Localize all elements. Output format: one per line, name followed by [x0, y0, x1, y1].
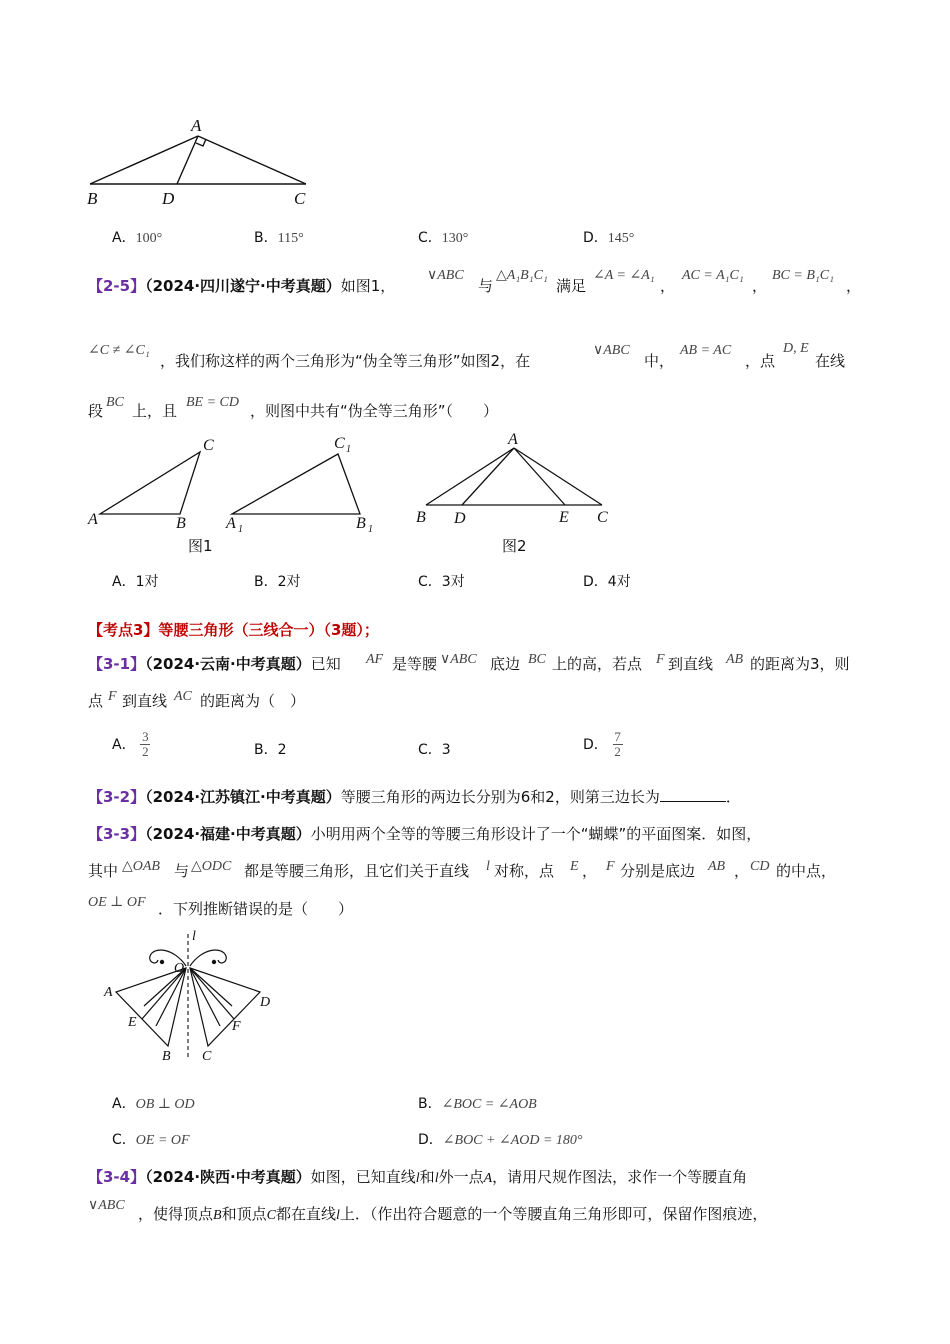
q33-text-8: ， [734, 862, 750, 880]
q33-text-10: ．下列推断错误的是（ ） [158, 900, 354, 918]
question-tag: 【2-5】 [88, 277, 146, 295]
question-tag: 【3-3】 [88, 825, 146, 843]
label-a: A [191, 116, 202, 135]
q25-text-3: ，则图中共有“伪全等三角形”（ ） [250, 402, 499, 420]
fig1-caption: 图1 [188, 537, 213, 555]
fig2-label-e: E [559, 509, 569, 526]
q25-comma-3: ， [846, 277, 862, 295]
q33-text-6: ， [582, 862, 598, 880]
question-source: （2024·云南·中考真题） [145, 655, 311, 673]
q31-text-6: 的距离为3，则 [750, 655, 850, 673]
q25-option-a[interactable]: A．1对 [112, 574, 159, 590]
q31-option-c[interactable]: C．3 [418, 742, 451, 758]
q25-text-shang: 上，且 [132, 402, 178, 420]
math-ac-q31: AC [174, 689, 192, 704]
math-angle-eq: ∠A = ∠A₁ [593, 268, 655, 283]
fig1-sub-c1: 1 [346, 444, 351, 455]
label-d: D [162, 189, 175, 208]
fig2-label-b: B [416, 509, 426, 526]
figures-q25 [80, 430, 640, 560]
q33-text-9: 的中点， [776, 862, 837, 880]
q31-text-5: 到直线 [668, 655, 714, 673]
q25-text-zaixian: 在线 [815, 352, 846, 370]
q32-line: 【3-2】（2024·江苏镇江·中考真题）等腰三角形的两边长分别为6和2，则第三边长为 ． [88, 788, 741, 806]
math-f: F [656, 652, 665, 667]
question-source: （2024·陕西·中考真题） [145, 1168, 311, 1186]
math-f-q33: F [606, 859, 615, 874]
q25-comma-1: ， [660, 277, 676, 295]
figure-butterfly [96, 926, 286, 1062]
right-angle-mark [196, 139, 206, 146]
q31-text-8: 到直线 [122, 692, 168, 710]
fig1-label-c: C [203, 437, 214, 454]
fig1-label-b: B [176, 515, 186, 532]
label-e-fig: E [128, 1015, 137, 1030]
section-3-title: 【考点3】等腰三角形（三线合一）（3题）； [88, 621, 379, 639]
fig1-sub-b1: 1 [368, 524, 373, 535]
question-source: （2024·四川遂宁·中考真题） [145, 277, 341, 295]
q31-text-3: 底边 [490, 655, 521, 673]
math-bc-eq: BC = B₁C₁ [772, 268, 834, 283]
antenna-dot-right [212, 960, 216, 964]
label-l: l [192, 929, 196, 944]
prev-option-b[interactable]: B．115° [254, 230, 304, 246]
math-ab-q31: AB [726, 652, 744, 667]
fig1-label-b1: B [356, 515, 366, 532]
q33-text-5: 对称，点 [494, 862, 555, 880]
fig1-triangle-a1b1c1 [232, 454, 360, 514]
fig2-label-c: C [597, 509, 608, 526]
q33-text-3: 与 [174, 862, 190, 880]
segment-ba [90, 136, 198, 184]
question-tag: 【3-1】 [88, 655, 146, 673]
prev-option-d[interactable]: D．145° [583, 230, 635, 246]
q25-text-yu: 与 [478, 277, 494, 295]
label-f-fig: F [232, 1019, 241, 1034]
question-tag: 【3-4】 [88, 1168, 146, 1186]
segment-ac [198, 136, 306, 184]
q31-text-7: 点 [88, 692, 104, 710]
q25-text-duan: 段 [88, 402, 104, 420]
fig2-caption: 图2 [502, 537, 527, 555]
math-e: E [570, 859, 579, 874]
q31-line1: 【3-1】（2024·云南·中考真题）已知 [88, 655, 341, 673]
math-l: l [486, 859, 490, 874]
fraction-3-2: $\frac{3}{2}$ [142, 729, 149, 759]
q33-option-b[interactable]: B．∠BOC = ∠AOB [418, 1096, 537, 1112]
q33-text-4: 都是等腰三角形，且它们关于直线 [244, 862, 470, 880]
label-o: O [174, 961, 185, 976]
math-tri-abc-q34: ∨ABC [88, 1198, 125, 1213]
math-tri-abc: ∨ABC [427, 268, 464, 283]
fig2-label-d: D [454, 510, 466, 527]
fig1-label-a1: A [226, 515, 236, 532]
q33-option-c[interactable]: C．OE = OF [112, 1132, 190, 1148]
fig1-sub-a1: 1 [238, 524, 243, 535]
antenna-dot-left [160, 960, 164, 964]
math-tri-abc-2: ∨ABC [593, 343, 630, 358]
math-cd: CD [750, 859, 770, 874]
label-b-fig: B [162, 1049, 171, 1062]
q31-text-9: 的距离为（ ） [200, 692, 306, 710]
math-oab: △OAB [122, 859, 160, 874]
q31-option-a[interactable]: A． $\frac{3}{2}$ [112, 729, 149, 759]
fig2-label-a: A [508, 431, 518, 448]
q25-text-2: ，我们称这样的两个三角形为“伪全等三角形”如图2，在 [160, 352, 531, 370]
label-b: B [87, 189, 98, 208]
question-source: （2024·江苏镇江·中考真题） [145, 788, 341, 806]
math-ab-ac: AB = AC [680, 343, 732, 358]
question-tag: 【3-2】 [88, 788, 146, 806]
math-bc: BC [106, 395, 124, 410]
q25-option-c[interactable]: C．3对 [418, 574, 465, 590]
q34-line1: 【3-4】（2024·陕西·中考真题）如图，已知直线l和l外一点A，请用尺规作图法，求作一个等腰直角 [88, 1168, 748, 1186]
q34-line2: ，使得顶点B和顶点C都在直线l上．（作出符合题意的一个等腰直角三角形即可，保留作图痕迹， [138, 1205, 768, 1223]
label-c: C [294, 189, 306, 208]
fig1-label-a: A [88, 511, 98, 528]
q25-text-manzu: 满足 [556, 277, 587, 295]
math-f-2: F [108, 689, 117, 704]
q33-option-d[interactable]: D．∠BOC + ∠AOD = 180° [418, 1132, 583, 1148]
math-de: D, E [783, 341, 809, 356]
prev-option-a[interactable]: A．100° [112, 230, 163, 246]
q31-text-4: 上的高，若点 [552, 655, 643, 673]
math-ac-eq: AC = A₁C₁ [682, 268, 744, 283]
q25-option-b[interactable]: B．2对 [254, 574, 301, 590]
label-c-fig: C [202, 1049, 212, 1062]
q25-text-zhong: 中， [644, 352, 675, 370]
label-a-fig: A [104, 985, 113, 1000]
antenna-right [190, 950, 226, 966]
math-af: AF [366, 652, 384, 667]
math-bc-q31: BC [528, 652, 546, 667]
math-ab-q33: AB [708, 859, 726, 874]
math-oe-of: OE ⊥ OF [88, 895, 146, 910]
answer-blank[interactable] [660, 787, 726, 802]
q31-option-d[interactable]: D． $\frac{7}{2}$ [583, 729, 621, 759]
q33-text-7: 分别是底边 [620, 862, 696, 880]
math-odc: △ODC [191, 859, 232, 874]
q33-line1: 【3-3】（2024·福建·中考真题）小明用两个全等的等腰三角形设计了一个“蝴蝶”的平面图案．如图， [88, 825, 762, 843]
question-source: （2024·福建·中考真题） [145, 825, 311, 843]
prev-option-c[interactable]: C．130° [418, 230, 469, 246]
math-c-neq: ∠C ≠ ∠C₁ [88, 343, 150, 358]
q25-comma-2: ， [752, 277, 768, 295]
q25-line1: 【2-5】（2024·四川遂宁·中考真题）如图1， [88, 277, 396, 295]
q31-option-b[interactable]: B．2 [254, 742, 287, 758]
math-be-cd: BE = CD [186, 395, 239, 410]
label-d-fig: D [260, 995, 271, 1010]
q31-text-2: 是等腰 [392, 655, 438, 673]
math-tri-a1b1c1: △A₁B₁C₁ [496, 268, 548, 283]
fig1-triangle [100, 452, 200, 514]
fan-3 [190, 968, 232, 1006]
q33-text-2: 其中 [88, 862, 119, 880]
q25-text-dian: ，点 [745, 352, 776, 370]
q33-option-a[interactable]: A．OB ⊥ OD [112, 1096, 195, 1112]
fraction-7-2: $\frac{7}{2}$ [614, 729, 621, 759]
math-tri-abc-q31: ∨ABC [440, 652, 477, 667]
figure-triangle-abd [80, 112, 330, 212]
q25-option-d[interactable]: D．4对 [583, 574, 631, 590]
fig1-label-c1: C [334, 435, 345, 452]
